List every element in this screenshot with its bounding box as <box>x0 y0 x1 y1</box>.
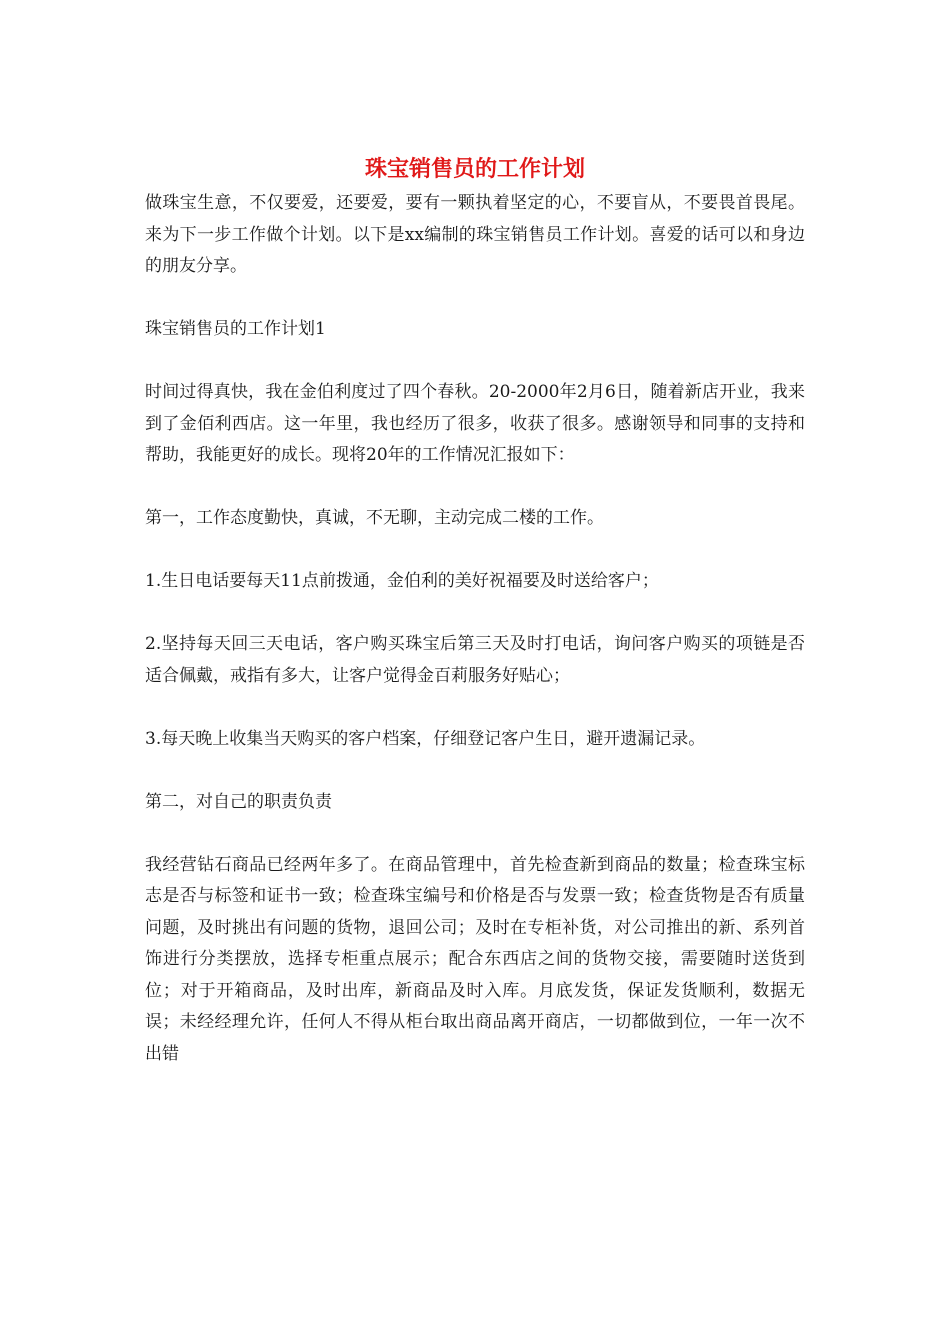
body-paragraph: 时间过得真快，我在金伯利度过了四个春秋。20-2000年2月6日，随着新店开业，我来到了金佰利西店。这一年里，我也经历了很多，收获了很多。感谢领导和同事的支持和帮助，我能更好的成长。现将20年的工作情况汇报如下： <box>145 382 805 465</box>
document-title: 珠宝销售员的工作计划 <box>364 156 585 182</box>
point-heading-second: 第二，对自己的职责负责 <box>145 791 332 812</box>
body-paragraph: 我经营钻石商品已经两年多了。在商品管理中，首先检查新到商品的数量；检查珠宝标志是否与标签和证书一致；检查珠宝编号和价格是否与发票一致；检查货物是否有质量问题，及时挑出有问题的货物，退回公司；及时在专柜补货，对公司推出的新、系列首饰进行分类摆放，选择专柜重点展示；配合东西店之间的货物交接，需要随时送货到位；对于开箱商品，及时出库，新商品及时入库。月底发货，保证发货顺利，数据无误；未经经理允许，任何人不得从柜台取出商品离开商店，一切都做到位，一年一次不出错 <box>145 854 805 1064</box>
list-item-1: 1.生日电话要每天11点前拨通，金伯利的美好祝福要及时送给客户； <box>145 571 659 591</box>
list-item-2: 2.坚持每天回三天电话，客户购买珠宝后第三天及时打电话，询问客户购买的项链是否适合佩戴，戒指有多大，让客户觉得金百莉服务好贴心； <box>145 634 805 686</box>
list-item-3: 3.每天晚上收集当天购买的客户档案，仔细登记客户生日，避开遗漏记录。 <box>145 728 706 749</box>
point-heading-first: 第一，工作态度勤快，真诚，不无聊，主动完成二楼的工作。 <box>145 508 604 528</box>
intro-paragraph: 做珠宝生意，不仅要爱，还要爱，要有一颗执着坚定的心，不要盲从，不要畏首畏尾。来为下一步工作做个计划。以下是xx编制的珠宝销售员工作计划。喜爱的话可以和身边的朋友分享。 <box>145 193 805 276</box>
section-heading-plan-1: 珠宝销售员的工作计划1 <box>145 319 326 339</box>
document-body <box>145 188 805 1070</box>
